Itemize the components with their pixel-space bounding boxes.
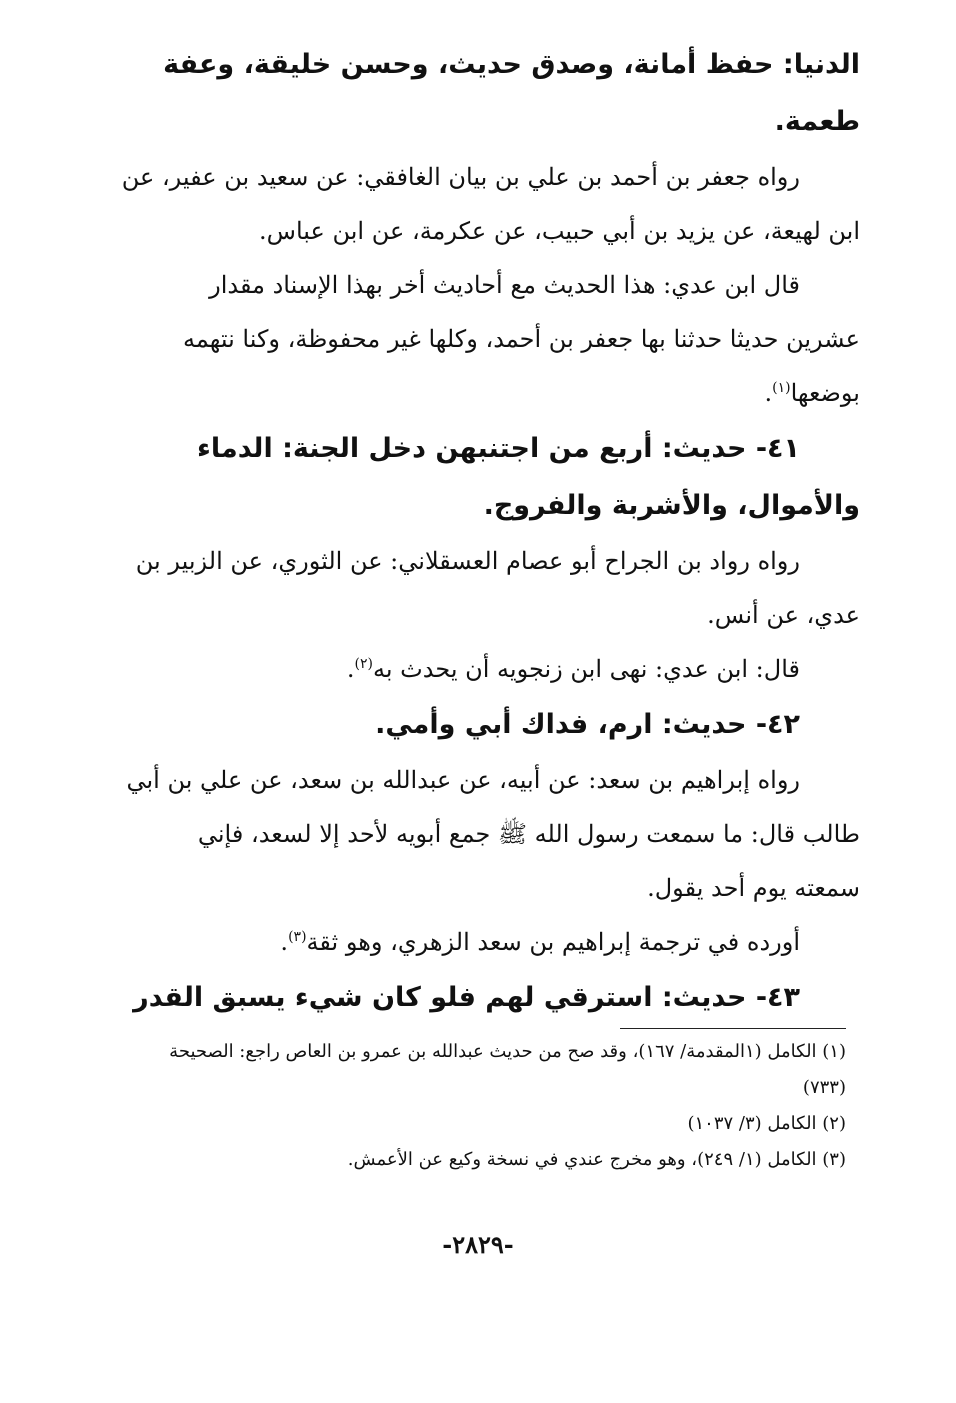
comment-last-text: بوضعها [790,379,860,407]
sentence-end: . [764,379,773,407]
narration-line: سمعته يوم أحد يقول. [647,874,860,902]
narration-paragraph [100,753,860,915]
comment-line [100,366,860,420]
footnote-reference[interactable]: (١) [772,380,791,396]
footnote-1 [96,1036,846,1104]
hadith-heading-line: ٤١- حديث: أربع من اجتنبهن دخل الجنة: الدماء [197,433,800,464]
hadith-text-line: طعمة. [774,106,860,137]
footnote-3 [96,1144,846,1176]
footnote-reference[interactable]: (٢) [354,656,373,672]
comment-paragraph [100,258,860,420]
comment-text: أورده في ترجمة إبراهيم بن سعد الزهري، وهو ثقة [306,928,800,956]
footnote-line: (٣) الكامل (١/ ٢٤٩)، وهو مخرج عندي في نسخة وكيع عن الأعمش. [347,1149,846,1170]
page-body [100,36,860,1026]
narration-line: عدي، عن أنس. [707,601,860,629]
hadith-41 [100,420,860,534]
narration-line: رواه رواد بن الجراح أبو عصام العسقلاني: عن الثوري، عن الزبير بن [135,547,800,575]
comment-line [100,915,860,969]
comment-line [100,642,860,696]
sentence-end: . [346,655,355,683]
narration-paragraph [100,150,860,258]
hadith-42 [100,696,860,753]
hadith-heading-line: والأموال، والأشربة والفروج. [483,490,860,521]
hadith-heading-line: ٤٣- حديث: استرقي لهم فلو كان شيء يسبق القدر [133,982,800,1013]
narration-line: رواه جعفر بن أحمد بن علي بن بيان الغافقي: عن سعيد بن عفير، عن [121,163,800,191]
footnote-line: (١) الكامل (١المقدمة/ ١٦٧)، وقد صح من حديث عبدالله بن عمرو بن العاص راجع: الصحيحة [169,1041,846,1062]
hadith-continuation [100,36,860,150]
comment-line: عشرين حديثا حدثنا بها جعفر بن أحمد، وكلها غير محفوظة، وكنا نتهمه [183,325,860,353]
footnote-divider [620,1028,846,1029]
footnote-2 [96,1108,846,1140]
hadith-heading-line: ٤٢- حديث: ارم، فداك أبي وأمي. [375,709,800,740]
sentence-end: . [280,928,289,956]
footnotes-section [96,1036,846,1180]
hadith-text-line: الدنيا: حفظ أمانة، وصدق حديث، وحسن خليقة، وعفة [163,49,860,80]
hadith-43 [100,969,860,1026]
page-number: -٢٨٢٩- [442,1230,514,1259]
narration-line: ابن لهيعة، عن يزيد بن أبي حبيب، عن عكرمة، عن ابن عباس. [259,217,860,245]
narration-line: رواه إبراهيم بن سعد: عن أبيه، عن عبدالله بن سعد، عن علي بن أبي [126,766,800,794]
comment-paragraph [100,915,860,969]
narration-line: طالب قال: ما سمعت رسول الله ﷺ جمع أبويه لأحد إلا لسعد، فإني [197,820,860,848]
comment-text: قال: ابن عدي: نهى ابن زنجويه أن يحدث به [372,655,800,683]
comment-paragraph [100,642,860,696]
footnote-reference[interactable]: (٣) [288,929,307,945]
footnote-line: (٢) الكامل (٣/ ١٠٣٧) [687,1113,846,1134]
footnote-line: (٧٣٣) [802,1077,846,1098]
comment-line: قال ابن عدي: هذا الحديث مع أحاديث أخر بهذا الإسناد مقدار [209,271,800,299]
narration-paragraph [100,534,860,642]
